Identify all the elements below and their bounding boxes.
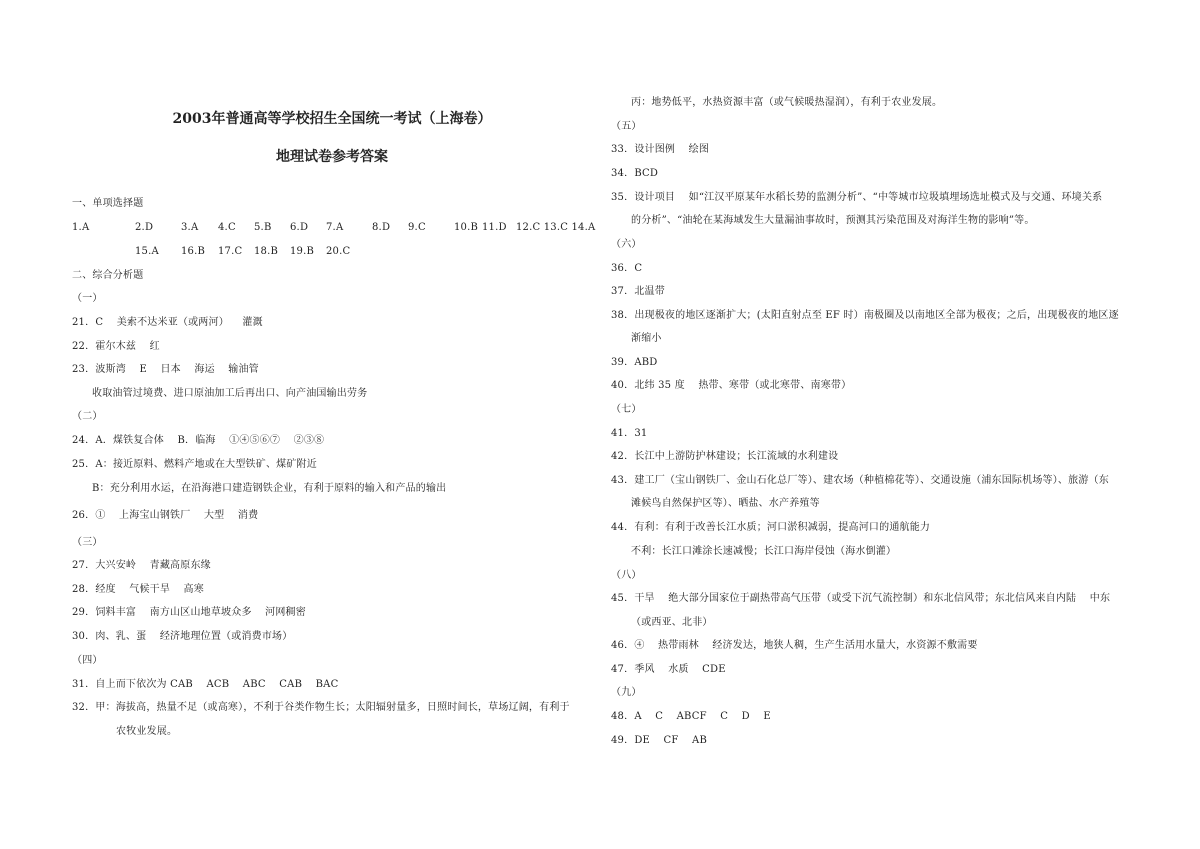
page-subtitle: 地理试卷参考答案	[276, 149, 388, 165]
mcq-answer: 1.A	[72, 222, 90, 233]
answer-line: 40．北纬 35 度 热带、寒带（或北寒带、南寒带）	[611, 380, 852, 391]
section-label: （三）	[72, 537, 103, 548]
mcq-answer: 16.B	[181, 246, 206, 257]
page-title: 2003年普通高等学校招生全国统一考试（上海卷）	[172, 111, 492, 127]
answer-line: 农牧业发展。	[116, 726, 178, 737]
mcq-answer: 5.B	[254, 222, 272, 233]
mcq-answer: 18.B	[254, 246, 279, 257]
answer-line: 43．建工厂（宝山钢铁厂、金山石化总厂等）、建农场（种植棉花等）、交通设施（浦东国际机场等）、旅游（东	[611, 475, 1109, 486]
answer-line: 35．设计项目 如“江汉平原某年水稻长势的监测分析”、“中等城市垃圾填埋场选址模式及与交通、环境关系	[611, 192, 1103, 203]
mcq-answer: 20.C	[326, 246, 351, 257]
answer-line: 45．干旱 绝大部分国家位于副热带高气压带（或受下沉气流控制）和东北信风带；东北信风来自内陆 中东	[611, 593, 1111, 604]
mcq-answer: 3.A	[181, 222, 199, 233]
mcq-answer: 10.B	[454, 222, 479, 233]
mcq-answer: 12.C 13.C 14.A	[516, 222, 596, 233]
answer-line: 41．31	[611, 428, 648, 439]
answer-line: 滩候鸟自然保护区等）、晒盐、水产养殖等	[631, 498, 820, 509]
answer-line: 47．季风 水质 CDE	[611, 664, 726, 675]
mcq-row-1	[72, 221, 596, 235]
answer-line: 24．A．煤铁复合体 B．临海 ①④⑤⑥⑦ ②③⑧	[72, 435, 325, 446]
answer-line: 46．④ 热带雨林 经济发达，地狭人稠，生产生活用水量大，水资源不敷需要	[611, 640, 978, 651]
mcq-answer: 7.A	[326, 222, 344, 233]
section-label: （二）	[72, 411, 103, 422]
answer-line: 丙：地势低平，水热资源丰富（或气候暖热湿润），有利于农业发展。	[631, 97, 943, 108]
mcq-answer: 11.D	[482, 222, 507, 233]
answer-line: 22．霍尔木兹 红	[72, 341, 160, 352]
answer-line: 33．设计图例 绘图	[611, 144, 710, 155]
answer-line: 34．BCD	[611, 168, 659, 179]
answer-line: 28．经度 气候干旱 高寒	[72, 584, 204, 595]
section-label: （六）	[611, 239, 642, 250]
answer-line: 21．C 美索不达米亚（或两河） 灌溉	[72, 317, 263, 328]
answer-line: 30．肉、乳、蛋 经济地理位置（或消费市场）	[72, 631, 293, 642]
answer-line: 的分析”、“油轮在某海域发生大量漏油事故时，预测其污染范围及对海洋生物的影响”等。	[631, 215, 1035, 226]
answer-line: 26．① 上海宝山钢铁厂 大型 消费	[72, 510, 259, 521]
answer-line: 37．北温带	[611, 286, 665, 297]
answer-line: 49．DE CF AB	[611, 735, 708, 746]
answer-line: 渐缩小	[631, 333, 662, 344]
answer-line: 23．波斯湾 E 日本 海运 输油管	[72, 364, 259, 375]
mcq-answer: 6.D	[290, 222, 309, 233]
mcq-answer: 9.C	[408, 222, 426, 233]
answer-line: 收取油管过境费、进口原油加工后再出口、向产油国输出劳务	[92, 388, 368, 399]
answer-line: 36．C	[611, 263, 643, 274]
section-label: （五）	[611, 121, 642, 132]
answer-line: 48．A C ABCF C D E	[611, 711, 771, 722]
mcq-answer: 19.B	[290, 246, 315, 257]
answer-line: B：充分利用水运，在沿海港口建造钢铁企业，有利于原料的输入和产品的输出	[92, 483, 447, 494]
answer-line: 29．饲料丰富 南方山区山地草坡众多 河网稠密	[72, 607, 306, 618]
answer-line: 38．出现极夜的地区逐渐扩大；(太阳直射点至 EF 时）南极圈及以南地区全部为极夜；之后，出现极夜的地区逐	[611, 310, 1119, 321]
answer-line: 32．甲：海拔高，热量不足（或高寒），不利于谷类作物生长；太阳辐射量多，日照时间长，草场辽阔，有利于	[72, 702, 570, 713]
mcq-row-2	[72, 245, 592, 259]
section-label: （七）	[611, 404, 642, 415]
answer-line: 39．ABD	[611, 357, 658, 368]
answer-line: （或西亚、北非）	[631, 617, 713, 628]
part2-heading: 二、综合分析题	[72, 270, 144, 281]
answer-line: 42．长江中上游防护林建设；长江流域的水利建设	[611, 451, 839, 462]
section-label: （一）	[72, 293, 103, 304]
mcq-answer: 17.C	[218, 246, 243, 257]
answer-line: 25．A：接近原料、燃料产地或在大型铁矿、煤矿附近	[72, 459, 317, 470]
section-label: （四）	[72, 655, 103, 666]
mcq-answer: 15.A	[135, 246, 159, 257]
answer-line: 不利：长江口滩涂长速减慢；长江口海岸侵蚀（海水倒灌）	[631, 546, 897, 557]
section-label: （八）	[611, 570, 642, 581]
part1-heading: 一、单项选择题	[72, 198, 144, 209]
mcq-answer: 8.D	[372, 222, 391, 233]
section-label: （九）	[611, 687, 642, 698]
answer-line: 44．有利：有利于改善长江水质；河口淤积减弱，提高河口的通航能力	[611, 522, 931, 533]
answer-line: 31．自上而下依次为 CAB ACB ABC CAB BAC	[72, 679, 339, 690]
mcq-answer: 4.C	[218, 222, 236, 233]
answer-line: 27．大兴安岭 青藏高原东缘	[72, 560, 211, 571]
mcq-answer: 2.D	[135, 222, 154, 233]
